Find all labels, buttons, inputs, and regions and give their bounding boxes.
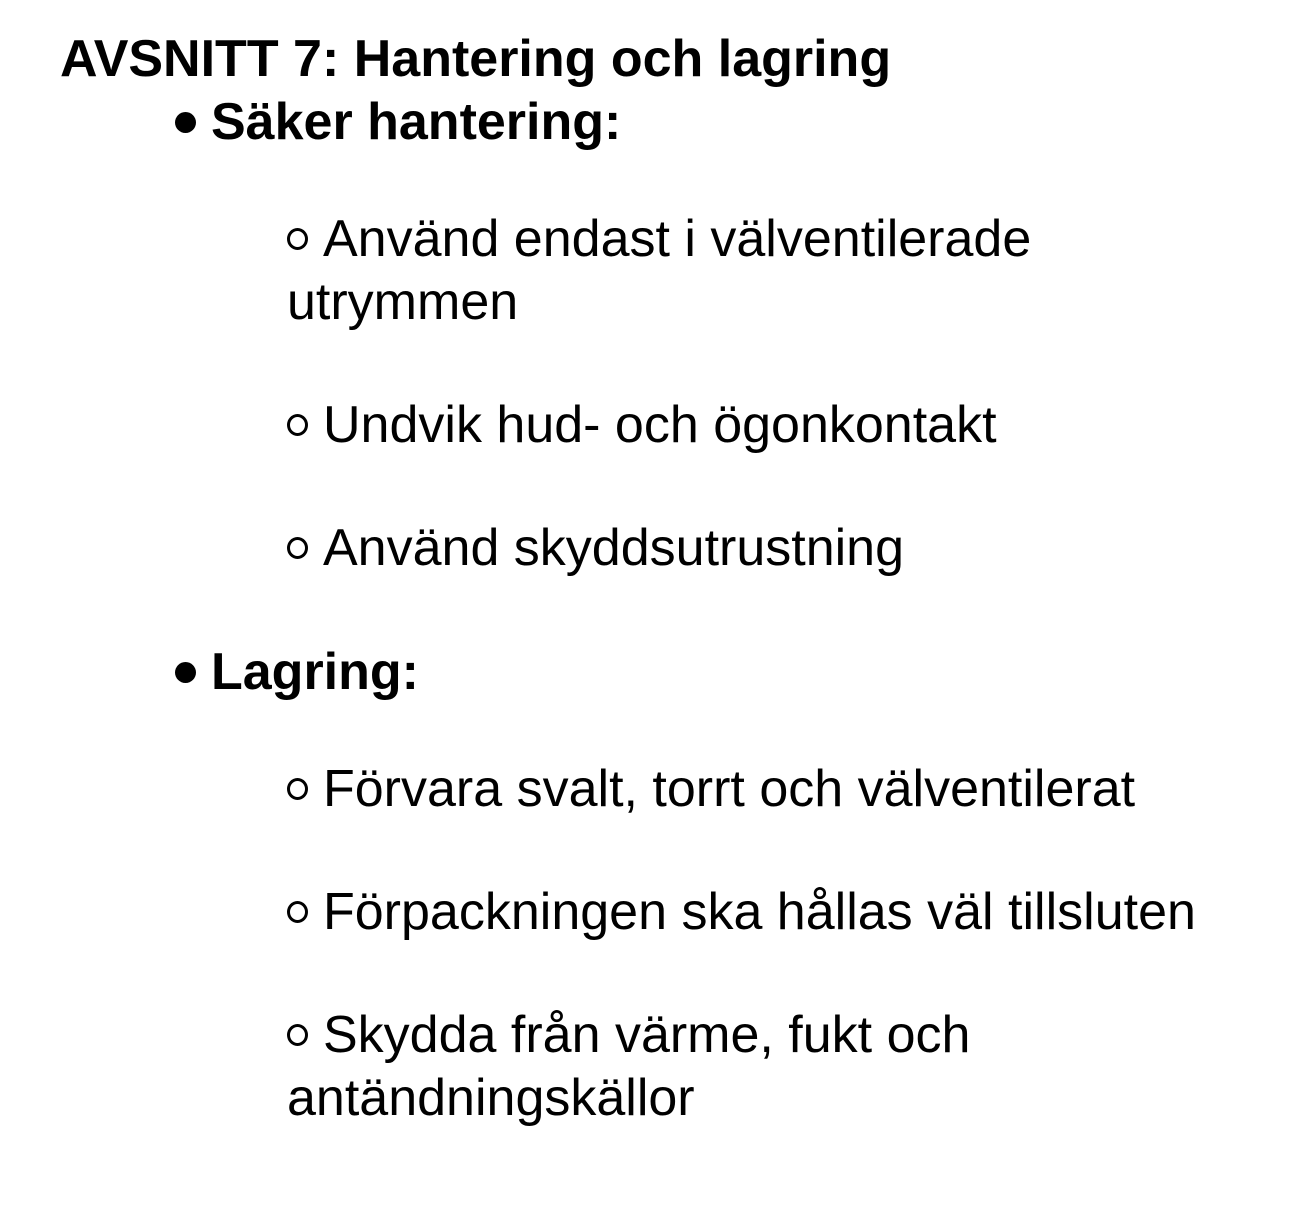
section-heading: AVSNITT 7: Hantering och lagring	[60, 30, 892, 88]
list-item	[287, 881, 1235, 944]
circle-bullet-icon	[287, 778, 308, 800]
list-item-saker-hantering	[175, 91, 1235, 154]
list-item	[287, 517, 1235, 580]
circle-bullet-icon	[287, 901, 308, 923]
list-item	[287, 394, 1235, 457]
list-item-label: Säker hantering:	[211, 93, 622, 151]
circle-bullet-icon	[287, 537, 308, 559]
list-item	[287, 208, 1235, 334]
list-item-label: Lagring:	[211, 643, 419, 701]
circle-bullet-icon	[287, 414, 308, 436]
list-item-text: Använd endast i välventilerade utrymmen	[287, 210, 1032, 331]
circle-bullet-icon	[287, 228, 308, 250]
list-item	[287, 1004, 1235, 1130]
disc-bullet-icon	[175, 662, 196, 683]
list-item-text: Använd skyddsutrustning	[323, 519, 905, 577]
circle-bullet-icon	[287, 1024, 308, 1046]
list-item	[287, 758, 1235, 821]
list-item-lagring	[175, 641, 1235, 704]
list-item-text: Förvara svalt, torrt och välventilerat	[323, 760, 1136, 818]
list-item-text: Undvik hud- och ögonkontakt	[323, 396, 997, 454]
list-item-text: Förpackningen ska hållas väl tillsluten	[323, 883, 1196, 941]
list-item-text: Skydda från värme, fukt och antändningskällor	[287, 1006, 971, 1127]
disc-bullet-icon	[175, 112, 196, 133]
